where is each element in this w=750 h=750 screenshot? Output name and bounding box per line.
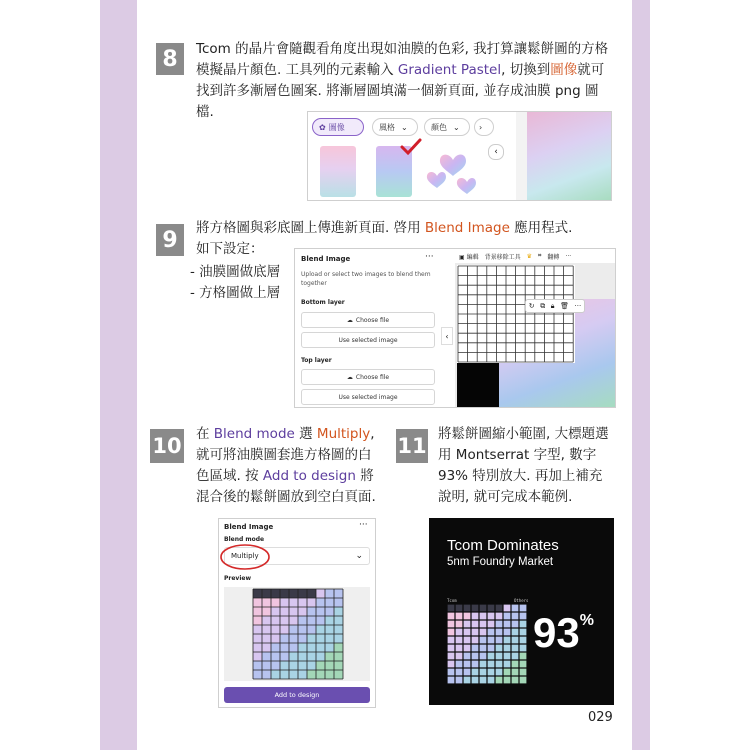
waffle-cell — [456, 613, 463, 620]
waffle-cell — [325, 625, 334, 634]
waffle-cell — [307, 661, 316, 670]
waffle-cell — [316, 652, 325, 661]
upload-cloud-icon: ☁ — [346, 373, 353, 381]
red-circle-annotation — [219, 543, 271, 571]
waffle-cell — [289, 634, 298, 643]
waffle-cell — [496, 669, 503, 676]
waffle-cell — [334, 598, 343, 607]
step-9-badge: 9 — [156, 224, 184, 256]
waffle-cell — [280, 661, 289, 670]
waffle-cell — [488, 613, 495, 620]
waffle-cell — [298, 634, 307, 643]
waffle-cell — [280, 652, 289, 661]
waffle-cell — [262, 625, 271, 634]
bottom-choose-file-button[interactable]: ☁ Choose file — [301, 312, 435, 328]
waffle-cell — [456, 645, 463, 652]
chevron-down-icon: ⌄ — [453, 122, 460, 132]
canvas-area — [455, 249, 615, 407]
waffle-cell — [520, 629, 527, 636]
waffle-cell — [480, 669, 487, 676]
waffle-cell — [472, 613, 479, 620]
waffle-cell — [504, 621, 511, 628]
waffle-cell — [334, 616, 343, 625]
waffle-cell — [464, 613, 471, 620]
waffle-cell — [512, 653, 519, 660]
waffle-cell — [253, 616, 262, 625]
lock-icon[interactable]: 🔒︎ — [550, 301, 555, 310]
waffle-cell — [334, 643, 343, 652]
step-10-screenshot — [218, 518, 376, 708]
waffle-cell — [271, 616, 280, 625]
add-to-design-button[interactable]: Add to design — [224, 687, 370, 703]
waffle-cell — [253, 625, 262, 634]
legend-tcom: Tcom — [447, 598, 457, 603]
waffle-cell — [480, 677, 487, 684]
waffle-cell — [307, 670, 316, 679]
more-options-icon[interactable]: ··· — [574, 302, 582, 310]
step-8-screenshot — [307, 111, 612, 201]
waffle-cell — [448, 605, 455, 612]
waffle-cell — [253, 598, 262, 607]
waffle-cell — [464, 605, 471, 612]
waffle-cell — [316, 634, 325, 643]
waffle-cell — [298, 652, 307, 661]
waffle-cell — [307, 652, 316, 661]
waffle-grid-layer — [457, 265, 575, 363]
crown-icon: ♛ — [526, 252, 532, 260]
waffle-cell — [280, 607, 289, 616]
checkmark-icon — [400, 138, 422, 156]
waffle-cell — [253, 670, 262, 679]
flip-button[interactable]: 翻轉 — [547, 253, 560, 261]
waffle-cell — [253, 589, 262, 598]
waffle-cell — [325, 652, 334, 661]
waffle-cell — [504, 629, 511, 636]
waffle-cell — [325, 643, 334, 652]
waffle-cell — [520, 637, 527, 644]
waffle-cell — [464, 669, 471, 676]
waffle-cell — [448, 677, 455, 684]
waffle-cell — [289, 643, 298, 652]
waffle-cell — [448, 653, 455, 660]
waffle-cell — [298, 670, 307, 679]
waffle-cell — [456, 629, 463, 636]
waffle-cell — [520, 613, 527, 620]
scroll-left-button[interactable]: ‹ — [488, 144, 504, 160]
image-tab-icon: ✿ — [319, 122, 326, 132]
gradient-canvas-preview — [527, 112, 611, 200]
waffle-cell — [316, 661, 325, 670]
waffle-cell — [280, 643, 289, 652]
waffle-cell — [504, 637, 511, 644]
waffle-cell — [325, 616, 334, 625]
selection-toolbar — [525, 299, 585, 313]
waffle-cell — [334, 634, 343, 643]
waffle-cell — [298, 598, 307, 607]
filter-color[interactable]: 顏色 ⌄ — [424, 118, 470, 136]
blend-panel — [295, 249, 441, 407]
waffle-cell — [520, 661, 527, 668]
chevron-down-icon: ⌄ — [355, 551, 363, 561]
legend-others: Others — [514, 598, 529, 603]
top-use-selected-button[interactable]: Use selected image — [301, 389, 435, 405]
waffle-cell — [456, 653, 463, 660]
waffle-cell — [298, 661, 307, 670]
top-choose-file-button[interactable]: ☁ Choose file — [301, 369, 435, 385]
waffle-cell — [271, 661, 280, 670]
waffle-cell — [512, 669, 519, 676]
bottom-use-selected-button[interactable]: Use selected image — [301, 332, 435, 348]
waffle-cell — [520, 645, 527, 652]
waffle-cell — [472, 677, 479, 684]
waffle-cell — [488, 661, 495, 668]
waffle-cell — [512, 661, 519, 668]
waffle-cell — [271, 643, 280, 652]
waffle-cell — [488, 637, 495, 644]
waffle-cell — [512, 629, 519, 636]
waffle-cell — [316, 625, 325, 634]
waffle-cell — [271, 589, 280, 598]
waffle-cell — [298, 643, 307, 652]
text-run: 應用程式. 如下設定： — [196, 220, 573, 257]
waffle-cell — [325, 634, 334, 643]
panel-description: Upload or select two images to blend them together — [301, 271, 431, 287]
waffle-cell — [472, 645, 479, 652]
waffle-cell — [488, 653, 495, 660]
waffle-cell — [325, 598, 334, 607]
waffle-cell — [512, 637, 519, 644]
edit-button[interactable]: ▣ 編輯 — [459, 253, 479, 261]
blend-mode-select[interactable]: Multiply ⌄ — [224, 547, 370, 565]
waffle-cell — [271, 625, 280, 634]
waffle-cell — [472, 621, 479, 628]
waffle-cell — [448, 669, 455, 676]
waffle-cell — [496, 629, 503, 636]
waffle-cell — [504, 669, 511, 676]
waffle-cell — [504, 613, 511, 620]
preview-label: Preview — [224, 575, 252, 582]
highlight-term: Blend Image — [424, 220, 510, 236]
waffle-cell — [480, 613, 487, 620]
waffle-cell — [271, 598, 280, 607]
waffle-cell — [464, 653, 471, 660]
waffle-cell — [456, 669, 463, 676]
highlight-term: Multiply — [316, 426, 371, 442]
text-run: 就可找到許多漸層色圖案. 將漸層圖填滿一個新頁面, 並存成油膜 png 圖檔. — [196, 62, 605, 120]
waffle-cell — [464, 677, 471, 684]
waffle-cell — [280, 670, 289, 679]
canvas-divider — [516, 112, 527, 200]
waffle-cell — [488, 669, 495, 676]
waffle-cell — [298, 589, 307, 598]
waffle-cell — [271, 607, 280, 616]
step-11-text: 將鬆餅圖縮小範圍, 大標題選用 Montserrat 字型, 數字 93% 特別放大. 再加上補充說明, 就可完成本範例. — [438, 426, 609, 505]
waffle-cell — [262, 634, 271, 643]
step-9-screenshot — [294, 248, 616, 408]
waffle-cell — [325, 589, 334, 598]
waffle-cell — [262, 616, 271, 625]
waffle-cell — [307, 607, 316, 616]
waffle-cell — [520, 621, 527, 628]
waffle-cell — [480, 629, 487, 636]
waffle-cell — [262, 589, 271, 598]
waffle-cell — [504, 653, 511, 660]
waffle-cell — [488, 621, 495, 628]
text-run: 將方格圖與彩底圖上傳進新頁面. 啓用 — [196, 220, 425, 236]
waffle-cell — [289, 589, 298, 598]
waffle-cell — [472, 653, 479, 660]
waffle-cell — [496, 605, 503, 612]
waffle-cell — [504, 661, 511, 668]
waffle-cell — [334, 661, 343, 670]
waffle-cell — [334, 589, 343, 598]
waffle-cell — [307, 598, 316, 607]
waffle-cell — [480, 621, 487, 628]
text-run: 將混合後的鬆餅圖放到空白頁面. — [196, 468, 376, 505]
waffle-cell — [307, 589, 316, 598]
waffle-cell — [253, 634, 262, 643]
heart-stickers[interactable] — [423, 144, 483, 196]
delete-icon[interactable]: 🗑︎ — [560, 302, 569, 310]
waffle-cell — [325, 670, 334, 679]
waffle-cell — [456, 677, 463, 684]
waffle-cell — [512, 605, 519, 612]
waffle-cell — [280, 634, 289, 643]
chevron-down-icon: ⌄ — [401, 122, 408, 132]
top-layer-label: Top layer — [301, 357, 332, 364]
waffle-cell — [280, 589, 289, 598]
waffle-cell — [520, 653, 527, 660]
panel-title: Blend Image — [224, 523, 274, 531]
preview-waffle-grid — [252, 588, 344, 680]
waffle-cell — [480, 645, 487, 652]
waffle-cell — [472, 637, 479, 644]
text-run: 選 — [294, 426, 317, 442]
waffle-cell — [316, 598, 325, 607]
waffle-cell — [253, 661, 262, 670]
waffle-cell — [307, 643, 316, 652]
waffle-cell — [512, 621, 519, 628]
waffle-cell — [289, 652, 298, 661]
waffle-cell — [289, 625, 298, 634]
waffle-cell — [456, 637, 463, 644]
text-run: , 就可將油膜圖套進方格圖的白色區域. 按 — [196, 426, 375, 484]
bottom-layer-label: Bottom layer — [301, 299, 345, 306]
step-9-bullet-2: - 方格圖做上層 — [190, 285, 281, 301]
step-9-bullet-1: - 油膜圖做底層 — [190, 264, 281, 280]
waffle-cell — [520, 677, 527, 684]
waffle-cell — [307, 634, 316, 643]
waffle-cell — [271, 670, 280, 679]
waffle-cell — [456, 605, 463, 612]
waffle-cell — [262, 607, 271, 616]
final-subheadline: 5nm Foundry Market — [447, 556, 554, 568]
waffle-cell — [448, 621, 455, 628]
waffle-cell — [456, 661, 463, 668]
waffle-cell — [472, 629, 479, 636]
rotate-icon[interactable]: ↻ — [528, 302, 535, 310]
waffle-cell — [316, 607, 325, 616]
step-10-badge: 10 — [150, 429, 184, 463]
waffle-cell — [298, 625, 307, 634]
bg-remove-button[interactable]: 背景移除工具 — [484, 253, 521, 261]
waffle-cell — [298, 607, 307, 616]
collapse-panel-button[interactable]: ‹ — [441, 327, 453, 345]
waffle-cell — [253, 652, 262, 661]
left-margin-band — [100, 0, 137, 750]
final-design — [429, 518, 614, 705]
waffle-cell — [262, 598, 271, 607]
waffle-cell — [280, 625, 289, 634]
filter-more[interactable]: › — [474, 118, 494, 136]
step-10-text — [196, 424, 376, 508]
waffle-cell — [464, 637, 471, 644]
waffle-cell — [456, 621, 463, 628]
big-percent: 93% — [533, 609, 594, 656]
waffle-cell — [488, 677, 495, 684]
canvas-toolbar — [455, 249, 615, 263]
crop-icon[interactable]: ⌗ — [538, 252, 542, 259]
waffle-cell — [448, 637, 455, 644]
waffle-cell — [480, 605, 487, 612]
waffle-cell — [448, 661, 455, 668]
waffle-cell — [504, 677, 511, 684]
waffle-cell — [504, 605, 511, 612]
waffle-cell — [512, 677, 519, 684]
waffle-cell — [271, 652, 280, 661]
waffle-cell — [325, 607, 334, 616]
step-8-badge: 8 — [156, 43, 184, 75]
waffle-cell — [316, 670, 325, 679]
filter-style[interactable]: 風格 ⌄ — [372, 118, 418, 136]
final-headline: Tcom Dominates — [447, 537, 559, 554]
waffle-cell — [289, 616, 298, 625]
highlight-term: Gradient Pastel — [397, 62, 502, 78]
waffle-cell — [307, 616, 316, 625]
waffle-cell — [448, 613, 455, 620]
more-options-icon[interactable]: ··· — [359, 520, 368, 530]
waffle-cell — [464, 629, 471, 636]
waffle-cell — [488, 605, 495, 612]
waffle-cell — [472, 661, 479, 668]
waffle-cell — [496, 613, 503, 620]
waffle-cell — [280, 616, 289, 625]
waffle-cell — [496, 621, 503, 628]
waffle-cell — [262, 652, 271, 661]
copy-icon[interactable]: ⧉ — [540, 301, 546, 310]
waffle-cell — [334, 607, 343, 616]
waffle-cell — [488, 645, 495, 652]
waffle-cell — [253, 643, 262, 652]
step-11-badge: 11 — [396, 429, 428, 463]
waffle-cell — [464, 661, 471, 668]
tab-image[interactable]: ✿ 圖像 — [312, 118, 364, 136]
waffle-cell — [520, 605, 527, 612]
waffle-cell — [334, 625, 343, 634]
waffle-cell — [464, 645, 471, 652]
highlight-term: 圖像 — [550, 62, 578, 78]
highlight-term: Add to design — [262, 468, 356, 484]
waffle-cell — [253, 607, 262, 616]
waffle-cell — [512, 645, 519, 652]
text-run: 在 — [196, 426, 214, 442]
waffle-cell — [448, 645, 455, 652]
more-options-icon[interactable]: ··· — [425, 252, 434, 262]
highlight-term: Blend mode — [213, 426, 295, 442]
waffle-cell — [289, 661, 298, 670]
waffle-cell — [472, 669, 479, 676]
waffle-cell — [262, 643, 271, 652]
waffle-cell — [280, 598, 289, 607]
more-options-icon[interactable]: ··· — [565, 252, 572, 260]
waffle-cell — [520, 669, 527, 676]
waffle-cell — [480, 661, 487, 668]
waffle-cell — [472, 605, 479, 612]
panel-title: Blend Image — [301, 255, 351, 263]
blend-mode-label: Blend mode — [224, 536, 265, 543]
waffle-cell — [271, 634, 280, 643]
waffle-cell — [262, 670, 271, 679]
page-number: 029 — [588, 710, 613, 725]
right-margin-band — [632, 0, 650, 750]
gradient-thumb-1[interactable] — [320, 146, 356, 197]
upload-cloud-icon: ☁ — [346, 316, 353, 324]
waffle-cell — [307, 625, 316, 634]
waffle-cell — [334, 670, 343, 679]
waffle-cell — [496, 637, 503, 644]
text-run: Tcom 的晶片會隨觀看角度出現如油膜的色彩, 我打算讓鬆餅圖的方格模擬晶片顏色. 工具列的元素輸入 — [196, 41, 609, 78]
waffle-cell — [325, 661, 334, 670]
waffle-cell — [496, 653, 503, 660]
waffle-cell — [504, 645, 511, 652]
waffle-cell — [480, 653, 487, 660]
waffle-cell — [289, 607, 298, 616]
text-run: , 切換到 — [501, 62, 551, 78]
waffle-cell — [512, 613, 519, 620]
waffle-cell — [496, 645, 503, 652]
waffle-cell — [480, 637, 487, 644]
waffle-cell — [289, 670, 298, 679]
waffle-cell — [464, 621, 471, 628]
waffle-cell — [316, 589, 325, 598]
waffle-cell — [496, 661, 503, 668]
waffle-cell — [496, 677, 503, 684]
waffle-cell — [448, 629, 455, 636]
waffle-cell — [316, 643, 325, 652]
waffle-cell — [262, 661, 271, 670]
waffle-cell — [298, 616, 307, 625]
waffle-cell — [488, 629, 495, 636]
waffle-cell — [334, 652, 343, 661]
final-waffle-chart — [447, 604, 529, 686]
black-block — [457, 361, 499, 407]
waffle-cell — [316, 616, 325, 625]
waffle-cell — [289, 598, 298, 607]
